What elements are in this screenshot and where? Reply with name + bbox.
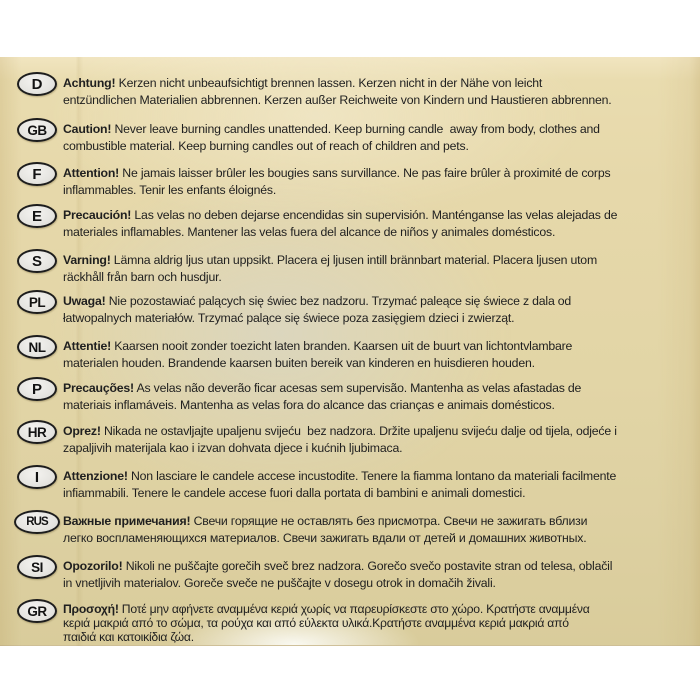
warning-line-1 [63,558,694,575]
warning-line-2: inflammables. Tenir les enfants éloignés. [63,183,277,197]
warning-text-gr [63,602,694,645]
warning-line-2: combustible material. Keep burning candles out of reach of children and pets. [63,139,469,153]
warning-line-2: легко воспламеняющихся материалов. Свечи зажигать вдали от детей и домашних животных. [63,531,587,545]
warning-intro-es: Precaución! [63,208,132,222]
warning-rest-gr: Ποτέ μην αφήνετε αναμμένα κεριά χωρίς να παρευρίσκεστε στο χώρο. Κρατήστε αναμμένα [118,602,590,616]
warning-rest-hr: Nikada ne ostavljajte upaljenu svijeću bez nadzora. Držite upaljenu svijeću dalje od tijela, odjeće i [100,424,617,438]
warning-line-1 [63,602,694,616]
language-badge-pl: PL [17,290,57,314]
warning-intro-de: Achtung! [63,76,116,90]
language-badge-gr: GR [17,599,57,623]
warning-row-si [0,558,700,592]
language-badge-it: I [17,465,57,489]
warning-line-2: materialen houden. Brandende kaarsen buiten bereik van kinderen en huisdieren houden. [63,356,535,370]
warning-rest-it: Non lasciare le candele accese incustodite. Tenere la fiamma lontano da materiali facilmente [127,469,617,483]
language-badge-ru: RUS [14,510,60,534]
warning-line-1 [63,207,694,224]
warning-rest-gb: Never leave burning candles unattended. Keep burning candle away from body, clothes and [111,122,600,136]
language-badge-gb: GB [17,118,57,142]
language-badge-si: SI [17,555,57,579]
warning-row-de [0,75,700,109]
language-badge-de: D [17,72,57,96]
warning-line-2: łatwopalnych materiałów. Trzymać palące się świece poza zasięgiem dzieci i zwierząt. [63,311,515,325]
warning-intro-fr: Attention! [63,166,120,180]
warning-intro-nl: Attentie! [63,339,112,353]
warning-text-sv [63,252,694,286]
warning-line-1 [63,513,694,530]
warning-line-2: zapaljivih materijala kao i izvan dohvata djece i kućnih ljubimaca. [63,441,403,455]
warning-row-fr [0,165,700,199]
warning-text-fr [63,165,694,199]
warning-intro-it: Attenzione! [63,469,128,483]
warning-rest-es: Las velas no deben dejarse encendidas sin supervisión. Manténganse las velas alejadas de [131,208,618,222]
warning-intro-gb: Caution! [63,122,112,136]
warning-row-pl [0,293,700,327]
warning-intro-ru: Важные примечания! [63,514,191,528]
warning-rest-nl: Kaarsen nooit zonder toezicht laten branden. Kaarsen uit de buurt van lichtontvlambare [111,339,573,353]
warning-rest-si: Nikoli ne puščajte gorečih sveč brez nadzora. Gorečo svečo postavite stran od telesa, oblačil [122,559,613,573]
warning-line-1 [63,165,694,182]
warning-text-hr [63,423,694,457]
warning-intro-hr: Oprez! [63,424,101,438]
warning-row-it [0,468,700,502]
warning-text-gb [63,121,694,155]
warning-rest-pt: As velas não deverão ficar acesas sem supervisão. Mantenha as velas afastadas de [133,381,582,395]
warning-intro-si: Opozorilo! [63,559,123,573]
warning-rest-pl: Nie pozostawiać palących się świec bez nadzoru. Trzymać paleące się świece z dala od [105,294,572,308]
warning-line-1 [63,380,694,397]
language-badge-fr: F [17,162,57,186]
warning-line-2: materiais inflamáveis. Mantenha as velas fora do alcance das crianças e animais domésticos. [63,398,555,412]
warning-row-es [0,207,700,241]
warning-text-it [63,468,694,502]
warning-row-hr [0,423,700,457]
warning-text-de [63,75,694,109]
warning-line-2: κεριά μακριά από το σώμα, τα ρούχα και από εύλεκτα υλικά.Κρατήστε αναμμένα κεριά μακριά από [63,616,569,631]
warning-line-1 [63,121,694,138]
warning-line-1 [63,338,694,355]
label-paper [0,57,700,646]
warning-line-2: entzündlichen Materialien abbrennen. Kerzen außer Reichweite von Kindern und Haustieren abbrennen. [63,93,612,107]
language-badge-hr: HR [17,420,57,444]
warning-line-2: in vnetljivih materialov. Goreče sveče ne puščajte v dosegu otrok in domačih živali. [63,576,496,590]
warning-row-gr [0,602,700,645]
warning-text-pl [63,293,694,327]
warning-row-sv [0,252,700,286]
warning-line-1 [63,252,694,269]
warning-intro-pt: Precauções! [63,381,134,395]
warning-text-es [63,207,694,241]
warning-line-2: infiammabili. Tenere le candele accese fuori dalla portata di bambini e animali domestici. [63,486,526,500]
language-badge-nl: NL [17,335,57,359]
warning-intro-gr: Προσοχή! [63,602,119,616]
warning-rest-ru: Свечи горящие не оставлять без присмотра. Свечи не зажигать вблизи [190,514,588,528]
warning-row-nl [0,338,700,372]
warning-line-2: materiales inflamables. Mantener las velas fuera del alcance de niños y animales domésticos. [63,225,556,239]
warning-line-1 [63,293,694,310]
warning-row-pt [0,380,700,414]
warning-rest-fr: Ne jamais laisser brûler les bougies sans survillance. Ne pas faire brûler à proximité de corps [119,166,611,180]
language-badge-sv: S [17,249,57,273]
warning-row-gb [0,121,700,155]
language-badge-es: E [17,204,57,228]
warning-line-1 [63,75,694,92]
warning-line-1 [63,468,694,485]
warning-text-nl [63,338,694,372]
warning-row-ru [0,513,700,547]
language-badge-pt: P [17,377,57,401]
warning-rest-sv: Lämna aldrig ljus utan uppsikt. Placera ej ljusen intill brännbart material. Placera ljusen utom [110,253,597,267]
warning-text-pt [63,380,694,414]
warning-line-2: räckhåll från barn och husdjur. [63,270,222,284]
warning-line-1 [63,423,694,440]
warning-text-si [63,558,694,592]
warning-intro-pl: Uwaga! [63,294,106,308]
warning-text-ru [63,513,694,547]
warning-rest-de: Kerzen nicht unbeaufsichtigt brennen lassen. Kerzen nicht in der Nähe von leicht [115,76,543,90]
warning-intro-sv: Varning! [63,253,111,267]
warning-line-3: παιδιά και κατοικίδια ζώα. [63,630,194,645]
